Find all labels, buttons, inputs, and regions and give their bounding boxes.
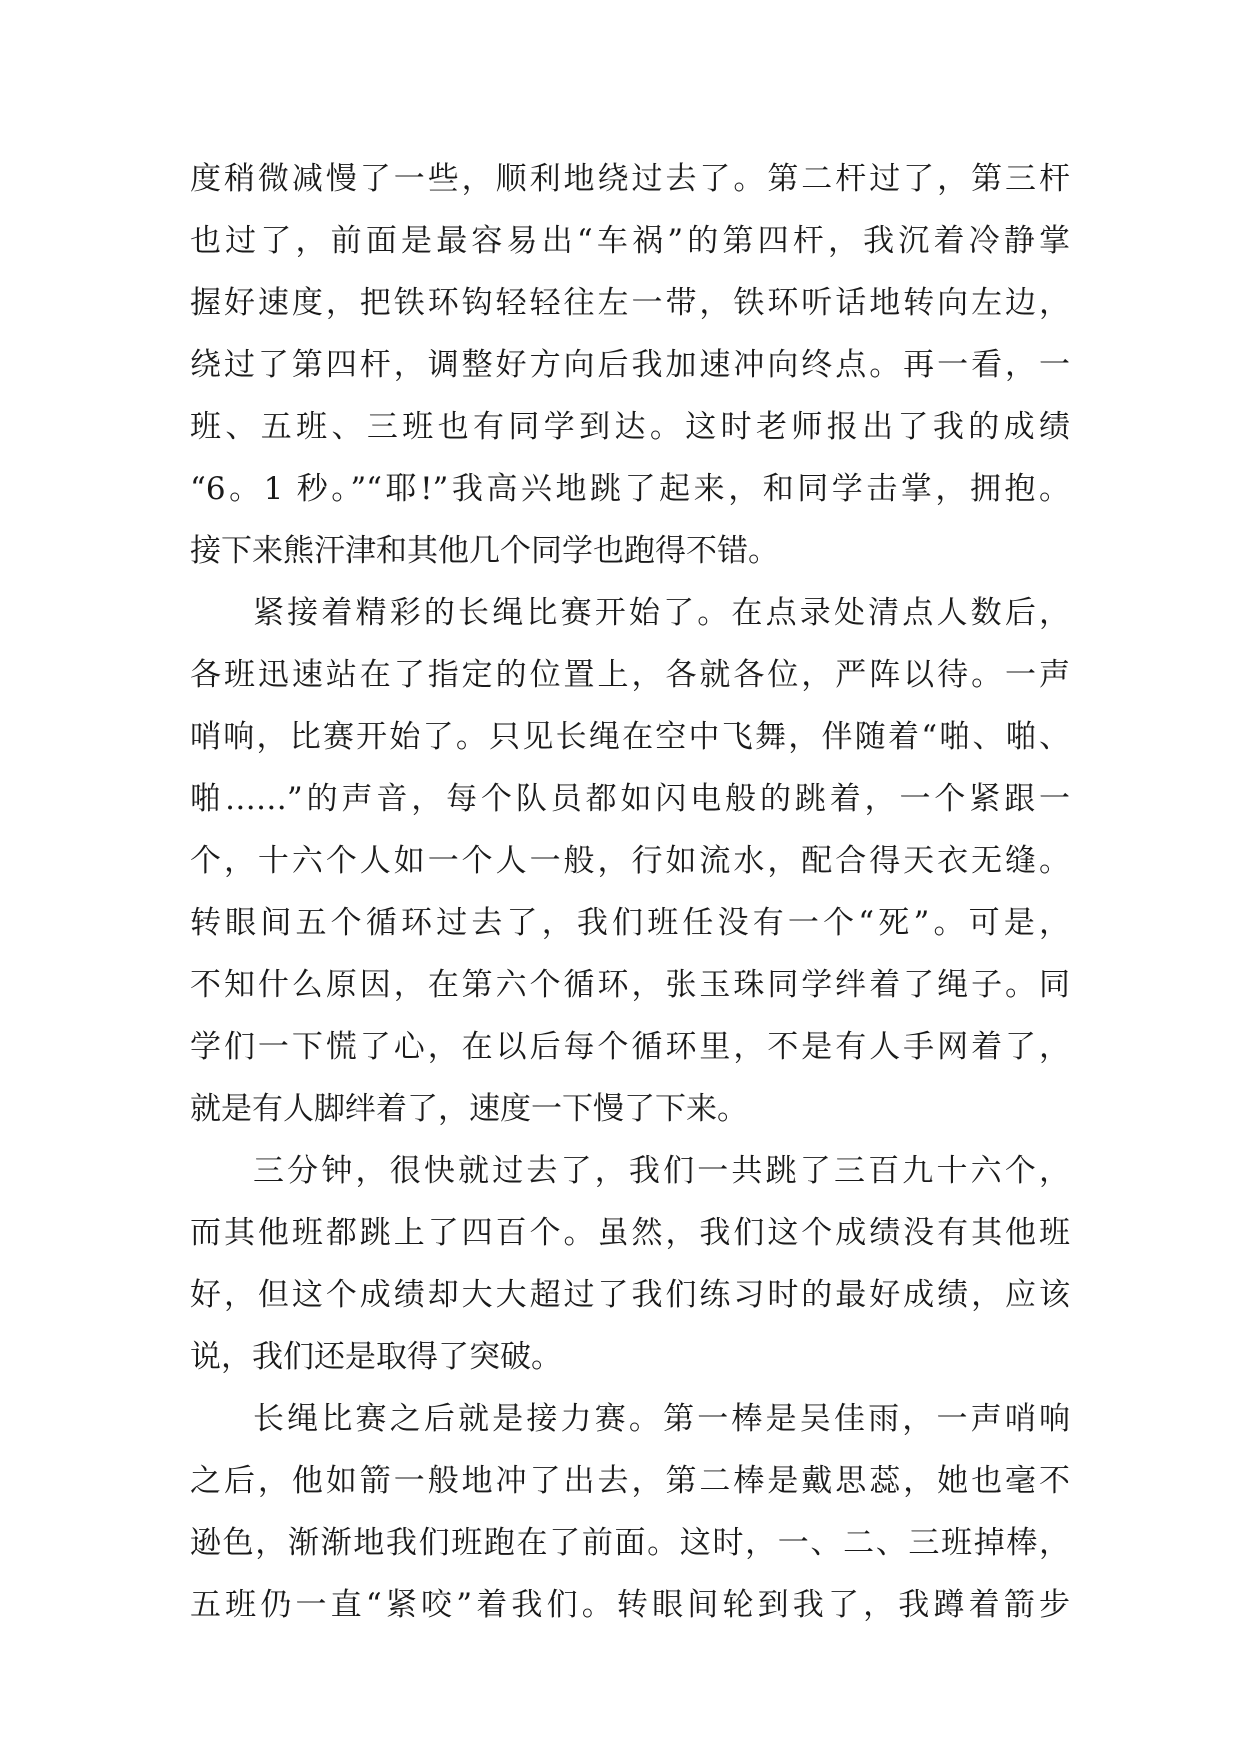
text-line: 而其他班都跳上了四百个。虽然，我们这个成绩没有其他班 [190,1215,1070,1251]
text-line: 度稍微减慢了一些，顺利地绕过去了。第二杆过了，第三杆 [190,161,1070,197]
text-line: 就是有人脚绊着了，速度一下慢了下来。 [190,1091,748,1127]
text-line: 之后，他如箭一般地冲了出去，第二棒是戴思蕊，她也毫不 [190,1463,1070,1499]
text-line: 啪……”的声音，每个队员都如闪电般的跳着，一个紧跟一 [190,781,1070,817]
paragraph-first-line: 三分钟，很快就过去了，我们一共跳了三百九十六个， [253,1153,1070,1189]
text-line: 也过了，前面是最容易出“车祸”的第四杆，我沉着冷静掌 [190,223,1070,259]
text-line: “6。1 秒。”“耶!”我高兴地跳了起来，和同学击掌，拥抱。 [190,471,1070,507]
article-body [190,148,1070,1636]
text-line: 班、五班、三班也有同学到达。这时老师报出了我的成绩 [190,409,1070,445]
text-line: 握好速度，把铁环钩轻轻往左一带，铁环听话地转向左边， [190,285,1070,321]
text-line: 五班仍一直“紧咬”着我们。转眼间轮到我了，我蹲着箭步 [190,1587,1070,1623]
text-line: 转眼间五个循环过去了，我们班任没有一个“死”。可是， [190,905,1070,941]
text-line: 说，我们还是取得了突破。 [190,1339,562,1375]
text-line: 不知什么原因，在第六个循环，张玉珠同学绊着了绳子。同 [190,967,1070,1003]
text-line: 哨响，比赛开始了。只见长绳在空中飞舞，伴随着“啪、啪、 [190,719,1070,755]
text-line: 绕过了第四杆，调整好方向后我加速冲向终点。再一看，一 [190,347,1070,383]
text-line: 好，但这个成绩却大大超过了我们练习时的最好成绩，应该 [190,1277,1070,1313]
text-line: 学们一下慌了心，在以后每个循环里，不是有人手网着了， [190,1029,1070,1065]
text-line: 个，十六个人如一个人一般，行如流水，配合得天衣无缝。 [190,843,1070,879]
paragraph-first-line: 紧接着精彩的长绳比赛开始了。在点录处清点人数后， [253,595,1070,631]
text-line: 逊色，渐渐地我们班跑在了前面。这时，一、二、三班掉棒， [190,1525,1070,1561]
paragraph-first-line: 长绳比赛之后就是接力赛。第一棒是吴佳雨，一声哨响 [253,1401,1070,1437]
text-line: 各班迅速站在了指定的位置上，各就各位，严阵以待。一声 [190,657,1070,693]
text-line: 接下来熊汗津和其他几个同学也跑得不错。 [190,533,779,569]
